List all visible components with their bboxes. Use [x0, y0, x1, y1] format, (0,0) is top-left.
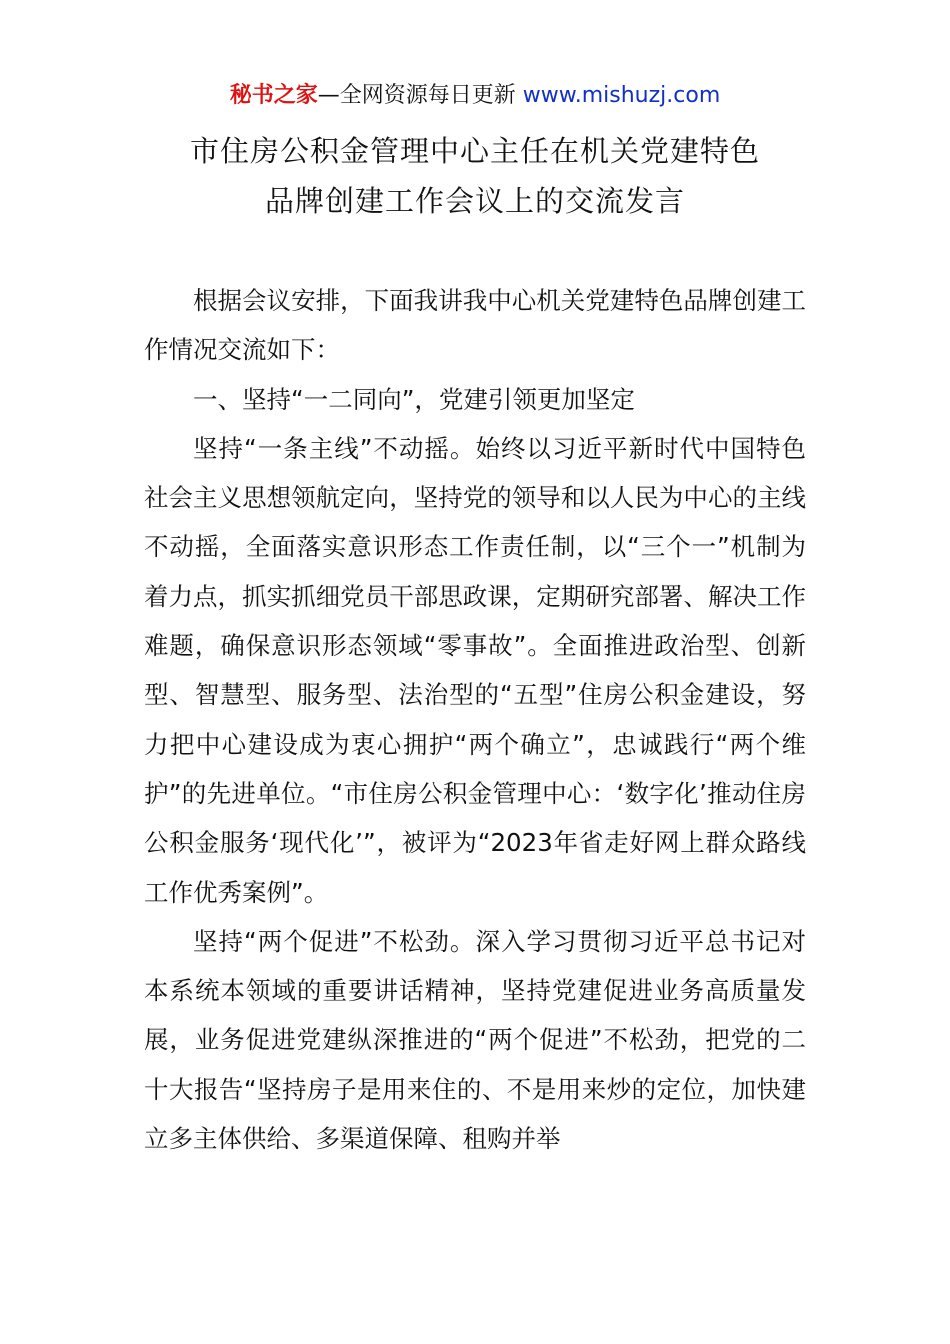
body-paragraph: 坚持“两个促进”不松劲。深入学习贯彻习近平总书记对本系统本领域的重要讲话精神，坚持党建促进业务高质量发展，业务促进党建纵深推进的“两个促进”不松劲，把党的二十大报告“坚持房子是用来住的、不是用来炒的定位，加快建立多主体供给、多渠道保障、租购并举 [144, 926, 806, 1154]
intro-paragraph: 根据会议安排，下面我讲我中心机关党建特色品牌创建工作情况交流如下： [144, 286, 806, 365]
header-tagline: —全网资源每日更新 [317, 83, 516, 108]
title-line-1: 市住房公积金管理中心主任在机关党建特色 [189, 134, 760, 168]
document-title [0, 126, 950, 226]
site-url-link[interactable]: www.mishuzj.com [515, 83, 721, 108]
document-body [144, 276, 806, 1163]
body-paragraph: 坚持“一条主线”不动摇。始终以习近平新时代中国特色社会主义思想领航定向，坚持党的领导和以人民为中心的主线不动摇，全面落实意识形态工作责任制，以“三个一”机制为着力点，抓实抓细党员干部思政课，定期研究部署、解决工作难题，确保意识形态领域“零事故”。全面推进政治型、创新型、智慧型、服务型、法治型的“五型”住房公积金建设，努力把中心建设成为衷心拥护“两个确立”，忠诚践行“两个维护”的先进单位。“市住房公积金管理中心：‘数字化’推动住房公积金服务‘现代化’”，被评为“2023年省走好网上群众路线工作优秀案例”。 [144, 433, 806, 907]
title-line-2: 品牌创建工作会议上的交流发言 [264, 184, 685, 218]
brand-name: 秘书之家 [229, 83, 318, 108]
section-heading: 一、坚持“一二同向”，党建引领更加坚定 [193, 384, 635, 414]
site-header [0, 80, 950, 112]
